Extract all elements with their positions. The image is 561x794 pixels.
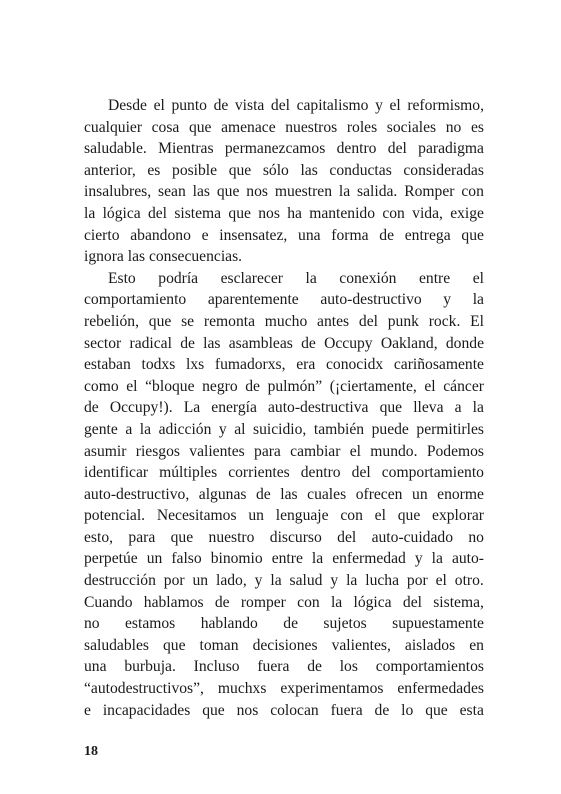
text-line: saludable. Mientras permanezcamos dentro del paradigma [84, 140, 484, 158]
text-line: anterior, es posible que sólo las conductas consideradas [84, 161, 484, 179]
text-line: de Occupy!). La energía auto-destructiva que lleva a la [84, 399, 484, 417]
text-line: comportamiento aparentemente auto-destructivo y la [84, 291, 484, 309]
text-line: la lógica del sistema que nos ha mantenido con vida, exige [84, 204, 484, 222]
text-line: saludables que toman decisiones valientes, aislados en [84, 636, 484, 654]
text-line: estaban todxs lxs fumadorxs, era conocidx cariñosamente [84, 356, 484, 374]
text-line: cierto abandono e insensatez, una forma de entrega que [84, 226, 484, 244]
text-line: gente a la adicción y al suicidio, también puede permitirles [84, 420, 484, 438]
body-text [84, 95, 484, 721]
text-line: cualquier cosa que amenace nuestros roles sociales no es [84, 118, 484, 136]
text-line: potencial. Necesitamos un lenguaje con el que explorar [84, 507, 484, 525]
text-line: una burbuja. Incluso fuera de los comportamientos [84, 658, 484, 676]
text-line: “autodestructivos”, muchxs experimentamos enfermedades [84, 680, 484, 698]
text-line: e incapacidades que nos colocan fuera de lo que esta [84, 701, 484, 719]
text-line: Desde el punto de vista del capitalismo y el reformismo, [108, 97, 484, 114]
text-line: asumir riesgos valientes para cambiar el mundo. Podemos [84, 442, 484, 460]
page-number: 18 [84, 744, 98, 759]
paragraph [84, 268, 484, 721]
text-line: rebelión, que se remonta mucho antes del punk rock. El [84, 312, 484, 330]
text-line: Esto podría esclarecer la conexión entre el [108, 269, 484, 287]
text-line: auto-destructivo, algunas de las cuales ofrecen un enorme [84, 485, 484, 503]
text-line: esto, para que nuestro discurso del auto-cuidado no [84, 528, 484, 546]
text-line: Cuando hablamos de romper con la lógica del sistema, [84, 593, 484, 611]
text-line: no estamos hablando de sujetos supuestamente [84, 615, 484, 633]
text-line: perpetúe un falso binomio entre la enfermedad y la auto- [84, 550, 484, 568]
text-line: insalubres, sean las que nos muestren la salida. Romper con [84, 183, 484, 201]
text-line: ignora las consecuencias. [84, 248, 243, 266]
text-line: sector radical de las asambleas de Occupy Oakland, donde [84, 334, 484, 352]
text-line: identificar múltiples corrientes dentro del comportamiento [84, 464, 484, 482]
text-line: como el “bloque negro de pulmón” (¡ciertamente, el cáncer [84, 377, 484, 395]
paragraph [84, 95, 484, 268]
text-line: destrucción por un lado, y la salud y la lucha por el otro. [84, 572, 484, 590]
